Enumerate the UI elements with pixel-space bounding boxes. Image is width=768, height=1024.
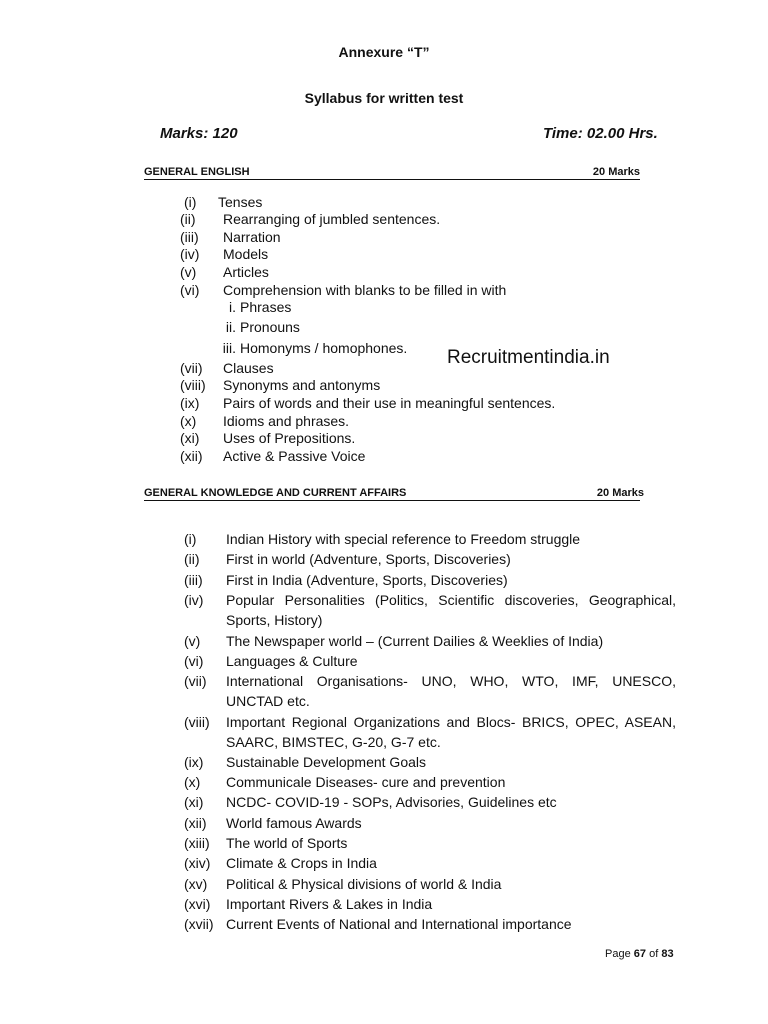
item-text: Political & Physical divisions of world & India xyxy=(226,876,502,892)
item-text: Popular Personalities (Politics, Scientific discoveries, Geographical, Sports, History) xyxy=(226,592,676,628)
subitem-text: Homonyms / homophones. xyxy=(240,340,408,356)
test-duration: Time: 02.00 Hrs. xyxy=(543,125,658,142)
section-title: GENERAL ENGLISH xyxy=(144,166,250,178)
item-text: Important Rivers & Lakes in India xyxy=(226,896,433,912)
item-number: (x) xyxy=(180,413,197,429)
item-number: (xi) xyxy=(180,430,200,446)
item-number: (ix) xyxy=(180,395,200,411)
section-marks: 20 Marks xyxy=(592,166,640,178)
item-number: (viii) xyxy=(180,377,206,393)
item-text: Articles xyxy=(223,264,269,280)
item-text: Models xyxy=(223,246,269,262)
item-number: (i) xyxy=(184,194,197,210)
sub-list-item xyxy=(212,299,291,316)
sub-list-item xyxy=(212,340,407,357)
item-text: International Organisations- UNO, WHO, WTO, IMF, UNESCO, UNCTAD etc. xyxy=(226,673,676,709)
item-text: First in India (Adventure, Sports, Discoveries) xyxy=(226,572,508,588)
item-number: (xi) xyxy=(184,794,204,810)
item-number: (xii) xyxy=(184,815,207,831)
item-text: NCDC- COVID-19 - SOPs, Advisories, Guidelines etc xyxy=(226,794,557,810)
item-number: (viii) xyxy=(184,714,210,730)
item-number: (iii) xyxy=(180,229,199,245)
item-number: (vii) xyxy=(184,673,207,689)
item-number: (v) xyxy=(184,633,201,649)
subitem-text: Phrases xyxy=(240,299,292,315)
item-number: (xiv) xyxy=(184,855,211,871)
item-text: Active & Passive Voice xyxy=(223,448,366,464)
item-text: Rearranging of jumbled sentences. xyxy=(223,211,441,227)
item-number: (vii) xyxy=(180,360,203,376)
syllabus-title: Syllabus for written test xyxy=(304,90,464,106)
subitem-number: i. xyxy=(229,299,236,315)
item-number: (xv) xyxy=(184,876,208,892)
item-text: The Newspaper world – (Current Dailies & Weeklies of India) xyxy=(226,633,604,649)
subitem-number: iii. xyxy=(222,340,236,356)
section-heading-english xyxy=(144,166,640,180)
section-heading-gk xyxy=(144,487,644,501)
item-number: (xii) xyxy=(180,448,203,464)
annexure-heading: Annexure “T” xyxy=(338,44,430,60)
item-number: (ix) xyxy=(184,754,204,770)
item-number: (iii) xyxy=(184,572,203,588)
item-text: World famous Awards xyxy=(226,815,362,831)
item-number: (xvii) xyxy=(184,916,214,932)
item-text: Comprehension with blanks to be filled in with xyxy=(223,282,507,298)
item-number: (iv) xyxy=(180,246,200,262)
total-marks: Marks: 120 xyxy=(160,125,238,142)
item-text: Idioms and phrases. xyxy=(223,413,350,429)
item-text: Narration xyxy=(223,229,281,245)
item-number: (i) xyxy=(184,531,197,547)
item-number: (xiii) xyxy=(184,835,210,851)
item-text: Languages & Culture xyxy=(226,653,358,669)
item-text: Current Events of National and International importance xyxy=(226,916,572,932)
item-number: (x) xyxy=(184,774,201,790)
page-total: 83 xyxy=(661,948,674,960)
page-number: 67 xyxy=(633,948,647,960)
item-text: Pairs of words and their use in meaningful sentences. xyxy=(223,395,556,411)
item-number: (v) xyxy=(180,264,197,280)
subitem-number: ii. xyxy=(225,319,236,335)
item-text: The world of Sports xyxy=(226,835,348,851)
page-footer xyxy=(605,948,674,960)
item-number: (iv) xyxy=(184,592,204,608)
of-label: of xyxy=(649,948,659,960)
item-number: (ii) xyxy=(180,211,196,227)
section-title: GENERAL KNOWLEDGE AND CURRENT AFFAIRS xyxy=(144,487,407,499)
section-marks: 20 Marks xyxy=(596,487,644,499)
subitem-text: Pronouns xyxy=(240,319,300,335)
watermark-text: Recruitmentindia.in xyxy=(447,347,610,368)
item-text: Climate & Crops in India xyxy=(226,855,377,871)
page-label: Page xyxy=(605,948,631,960)
item-text: Sustainable Development Goals xyxy=(226,754,427,770)
item-text: Important Regional Organizations and Blocs- BRICS, OPEC, ASEAN, SAARC, BIMSTEC, G-20, G-7 etc. xyxy=(226,714,676,750)
item-text: Synonyms and antonyms xyxy=(223,377,381,393)
sub-list-item xyxy=(212,319,300,336)
item-number: (xvi) xyxy=(184,896,211,912)
item-number: (vi) xyxy=(180,282,200,298)
item-text: Tenses xyxy=(218,194,263,210)
item-text: Clauses xyxy=(223,360,274,376)
item-number: (vi) xyxy=(184,653,204,669)
item-text: Communicale Diseases- cure and prevention xyxy=(226,774,506,790)
item-number: (ii) xyxy=(184,551,200,567)
item-text: Indian History with special reference to Freedom struggle xyxy=(226,531,581,547)
item-text: First in world (Adventure, Sports, Discoveries) xyxy=(226,551,511,567)
item-text: Uses of Prepositions. xyxy=(223,430,356,446)
